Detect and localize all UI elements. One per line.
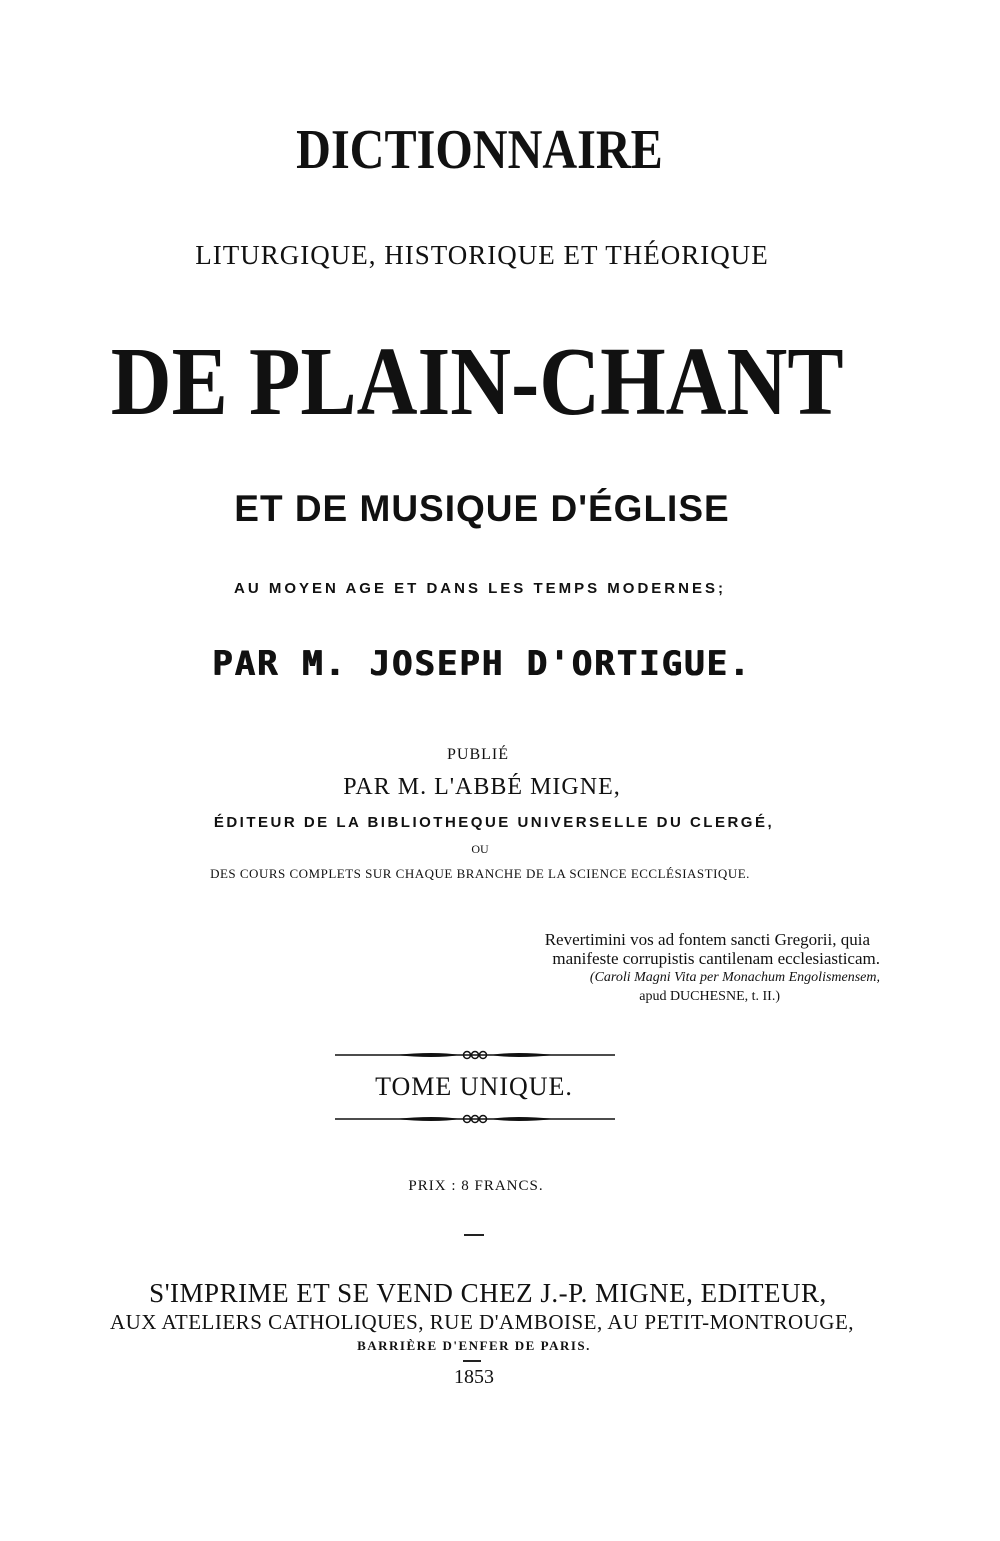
epigraph-line-1: Revertimini vos ad fontem sancti Gregorii, quia: [544, 930, 870, 949]
publisher-name: PAR M. L'ABBÉ MIGNE,: [343, 774, 621, 800]
price-label: PRIX : 8 FRANCS.: [408, 1178, 544, 1194]
divider-dash: [464, 1234, 484, 1236]
epigraph-citation-2: apud DUCHESNE, t. II.): [639, 989, 780, 1004]
title-main: DICTIONNAIRE: [296, 119, 663, 181]
publication-year: 1853: [454, 1366, 494, 1388]
publisher-ou: OU: [471, 842, 489, 856]
ornament-rule-top: [335, 1048, 615, 1062]
tome-label: TOME UNIQUE.: [375, 1072, 573, 1101]
imprint-line-3: BARRIÈRE D'ENFER DE PARIS.: [357, 1338, 591, 1353]
divider-dash-year: [463, 1360, 481, 1362]
epigraph-citation-1: (Caroli Magni Vita per Monachum Engolismensem,: [589, 970, 880, 985]
imprint-line-2: AUX ATELIERS CATHOLIQUES, RUE D'AMBOISE, AU PETIT-MONTROUGE,: [109, 1310, 855, 1334]
publie-label: PUBLIÉ: [447, 746, 509, 763]
title-plain-chant: DE PLAIN-CHANT: [110, 328, 844, 436]
subtitle-moyen-age: AU MOYEN AGE ET DANS LES TEMPS MODERNES;: [234, 580, 726, 597]
epigraph: [470, 930, 880, 1006]
publisher-cours: DES COURS COMPLETS SUR CHAQUE BRANCHE DE LA SCIENCE ECCLÉSIASTIQUE.: [210, 866, 750, 881]
subtitle-musique: ET DE MUSIQUE D'ÉGLISE: [234, 488, 730, 529]
ornament-rule-bottom: [335, 1112, 615, 1126]
imprint-line-1: S'IMPRIME ET SE VEND CHEZ J.-P. MIGNE, EDITEUR,: [149, 1278, 827, 1308]
subtitle-liturgique: LITURGIQUE, HISTORIQUE ET THÉORIQUE: [195, 240, 769, 270]
epigraph-line-2: manifeste corrupistis cantilenam ecclesiasticam.: [552, 949, 880, 968]
publisher-role: ÉDITEUR DE LA BIBLIOTHEQUE UNIVERSELLE DU CLERGÉ,: [213, 814, 775, 831]
author-line: PAR M. JOSEPH D'ORTIGUE.: [212, 644, 752, 684]
